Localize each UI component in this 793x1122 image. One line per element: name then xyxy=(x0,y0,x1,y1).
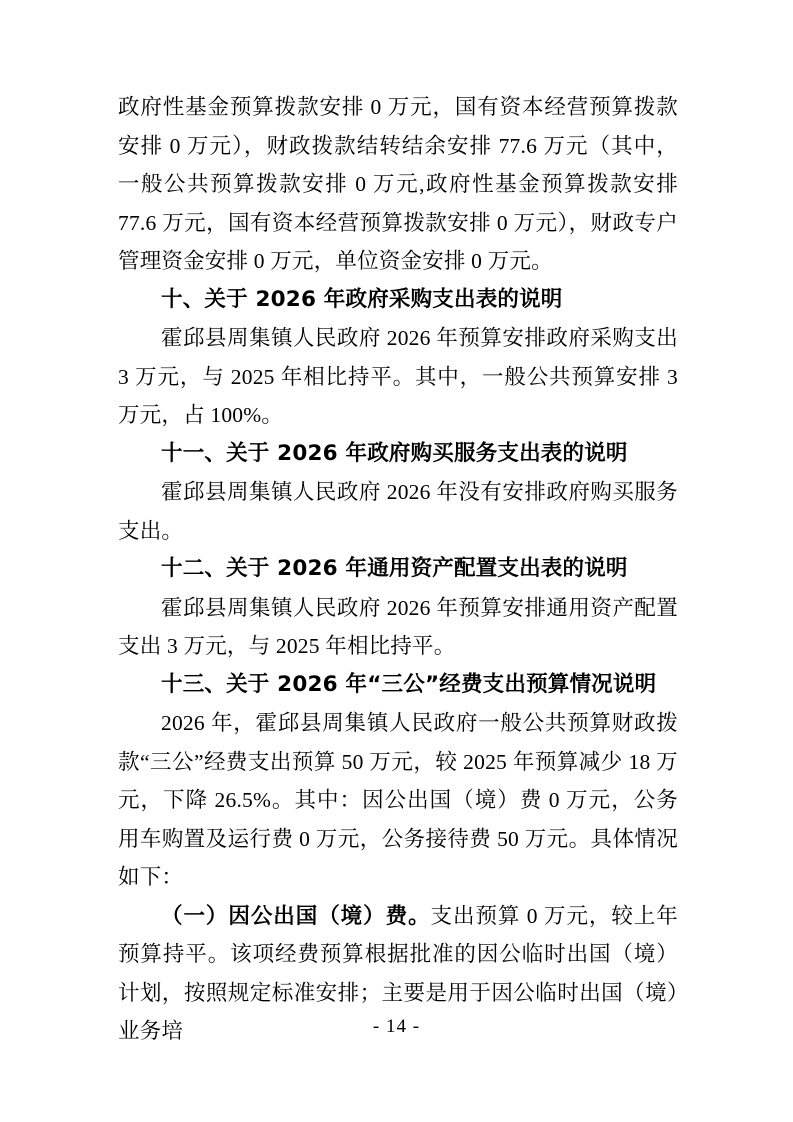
heading-section-eleven: 十一、关于 2026 年政府购买服务支出表的说明 xyxy=(161,440,628,466)
subsection-one-rest: 支出预算 0 万元，较上年预算持平。该项经费预算根据批准的因公临时出国（境）计划，按照规定标准安排；主要是用于因公临时出国（境）业务培 xyxy=(118,903,678,1043)
paragraph-section-thirteen: 2026 年，霍邱县周集镇人民政府一般公共预算财政拨款“三公”经费支出预算 50 万元，较 2025 年预算减少 18 万元，下降 26.5%。其中：因公出国（境）费 0 万元，公务用车购置及运行费 0 万元，公务接待费 50 万元。具体情况如下： xyxy=(118,711,678,889)
document-body xyxy=(118,88,678,1051)
heading-section-thirteen: 十三、关于 2026 年“三公”经费支出预算情况说明 xyxy=(161,671,657,697)
paragraph-section-eleven: 霍邱县周集镇人民政府 2026 年没有安排政府购买服务支出。 xyxy=(118,480,678,543)
page-number: - 14 - xyxy=(372,1016,421,1037)
heading-section-twelve: 十二、关于 2026 年通用资产配置支出表的说明 xyxy=(161,556,628,581)
paragraph-budget-allocation: 政府性基金预算拨款安排 0 万元，国有资本经营预算拨款安排 0 万元），财政拨款结转结余安排 77.6 万元（其中，一般公共预算拨款安排 0 万元,政府性基金预算拨款安排 77.6 万元，国有资本经营预算拨款安排 0 万元），财政专户管理资金安排 0 万元，单位资金安排 0 万元。 xyxy=(118,95,678,273)
paragraph-section-twelve: 霍邱县周集镇人民政府 2026 年预算安排通用资产配置支出 3 万元，与 2025 年相比持平。 xyxy=(118,595,678,658)
subsection-one-lead: （一）因公出国（境）费。 xyxy=(161,903,431,928)
heading-section-ten: 十、关于 2026 年政府采购支出表的说明 xyxy=(161,286,563,312)
paragraph-section-ten: 霍邱县周集镇人民政府 2026 年预算安排政府采购支出 3 万元，与 2025 年相比持平。其中，一般公共预算安排 3 万元，占 100%。 xyxy=(118,326,678,427)
